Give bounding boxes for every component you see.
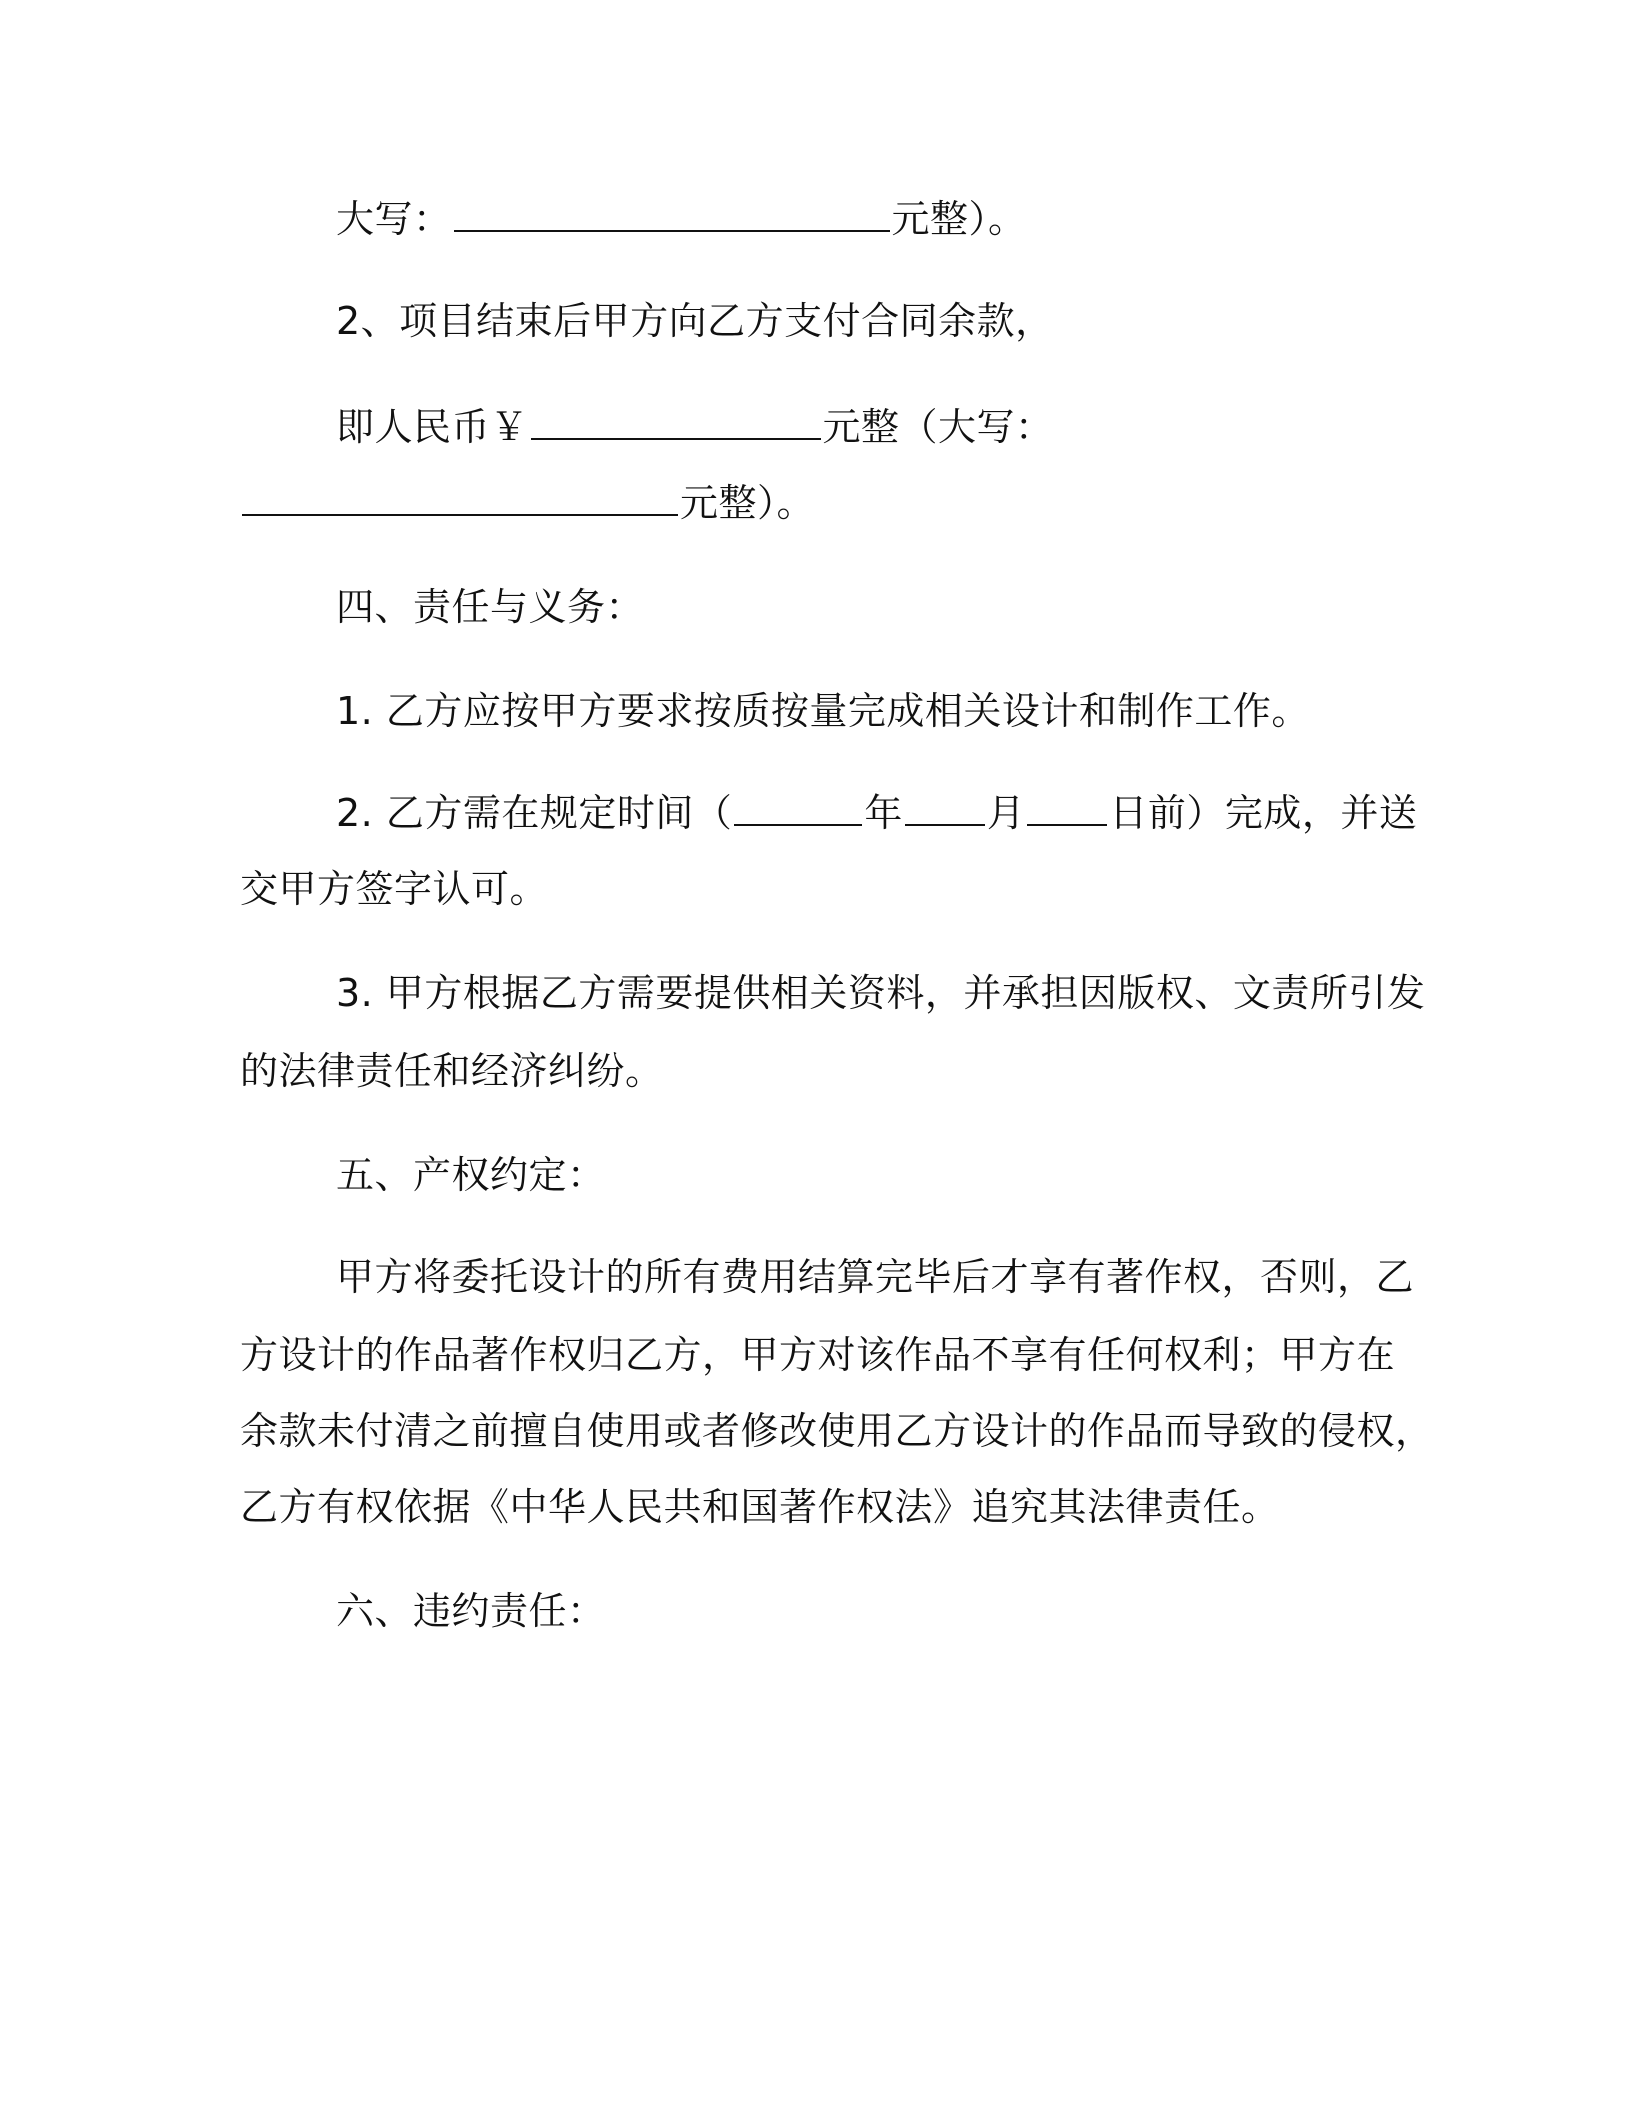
rmb-amount-label: 即人民币￥ — [336, 405, 529, 449]
year-blank — [734, 790, 862, 826]
month-label: 月 — [986, 791, 1026, 835]
rmb-amount-blank — [531, 404, 821, 440]
clause-deadline-continuation: 交甲方签字认可。 — [240, 867, 549, 911]
capital-amount-line — [336, 194, 1027, 244]
year-label: 年 — [864, 791, 903, 835]
section-heading-liability: 六、违约责任： — [336, 1589, 606, 1633]
capital-amount-label: 大写： — [336, 197, 452, 241]
section-heading-property-rights: 五、产权约定： — [336, 1153, 606, 1197]
clause-responsibility-3: 3. 甲方根据乙方需要提供相关资料，并承担因版权、文责所引发 — [336, 971, 1426, 1015]
clause-balance-payment: 2、项目结束后甲方向乙方支付合同余款， — [336, 299, 1054, 343]
clause-deadline-prefix: 2. 乙方需在规定时间（ — [336, 791, 733, 835]
section-heading-responsibilities: 四、责任与义务： — [336, 585, 645, 629]
capital-amount-blank — [454, 196, 890, 232]
clause-deadline-suffix: 日前）完成，并送 — [1109, 791, 1418, 835]
property-rights-paragraph-line-4: 乙方有权依据《中华人民共和国著作权法》追究其法律责任。 — [240, 1485, 1280, 1529]
property-rights-paragraph-line-1: 甲方将委托设计的所有费用结算完毕后才享有著作权，否则，乙 — [336, 1255, 1415, 1299]
capital-balance-line — [240, 478, 815, 528]
property-rights-paragraph-line-3: 余款未付清之前擅自使用或者修改使用乙方设计的作品而导致的侵权， — [240, 1409, 1434, 1453]
clause-responsibility-1: 1. 乙方应按甲方要求按质按量完成相关设计和制作工作。 — [336, 689, 1310, 733]
property-rights-paragraph-line-2: 方设计的作品著作权归乙方，甲方对该作品不享有任何权利；甲方在 — [240, 1333, 1396, 1377]
clause-responsibility-3-continuation: 的法律责任和经济纠纷。 — [240, 1049, 664, 1093]
clause-deadline-line — [336, 788, 1417, 838]
day-blank — [1027, 790, 1107, 826]
capital-amount-suffix: 元整）。 — [891, 197, 1027, 241]
rmb-amount-suffix: 元整（大写： — [822, 405, 1054, 449]
month-blank — [905, 790, 985, 826]
capital-balance-blank — [242, 480, 678, 516]
capital-balance-suffix: 元整）。 — [680, 481, 816, 525]
rmb-amount-line — [336, 402, 1054, 452]
